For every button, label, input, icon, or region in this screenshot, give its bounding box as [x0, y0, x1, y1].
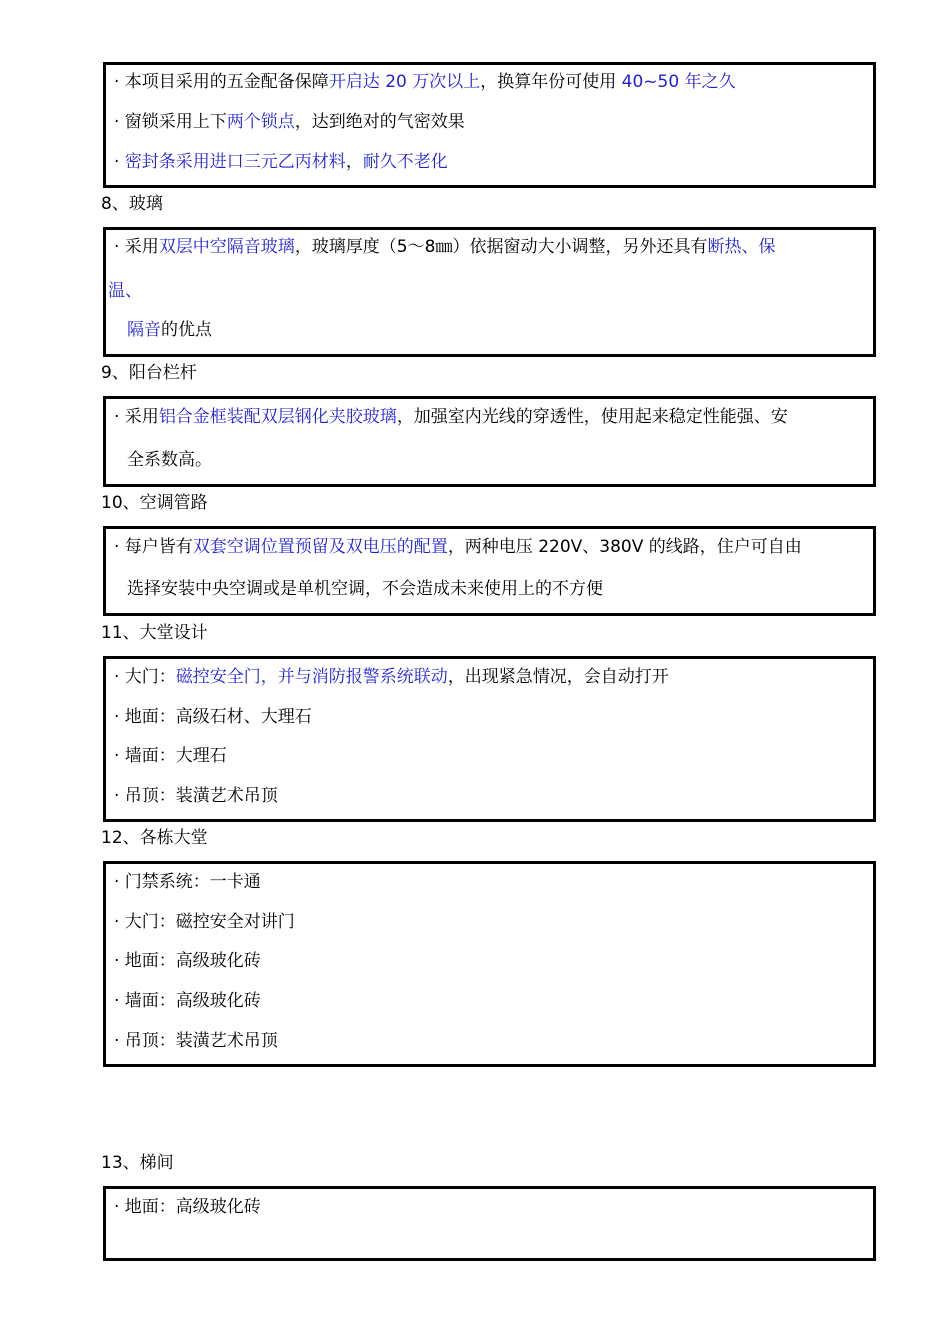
lobby-line-3: · 墙面：大理石: [114, 746, 227, 766]
ac-line-1: · 每户皆有双套空调位置预留及双电压的配置，两种电压 220V、380V 的线路，住户可自由: [114, 537, 802, 557]
lobby-line-1: · 大门：磁控安全门，并与消防报警系统联动，出现紧急情况，会自动打开: [114, 667, 669, 687]
section-heading-glass: 8、玻璃: [101, 194, 163, 214]
lobby-line-4: · 吊顶：装潢艺术吊顶: [114, 786, 278, 806]
glass-line-1: · 采用双层中空隔音玻璃，玻璃厚度（5～8㎜）依据窗动大小调整，另外还具有断热、保: [114, 237, 776, 257]
balcony-line-1: · 采用铝合金框装配双层钢化夹胶玻璃，加强室内光线的穿透性，使用起来稳定性能强、安: [114, 407, 788, 427]
hardware-line-1: · 本项目采用的五金配备保障开启达 20 万次以上，换算年份可使用 40~50 年之久: [114, 72, 736, 92]
building-lobby-line-1: · 门禁系统：一卡通: [114, 872, 261, 892]
balcony-box: [103, 396, 876, 487]
lobby-line-2: · 地面：高级石材、大理石: [114, 707, 312, 727]
section-heading-balcony-railing: 9、阳台栏杆: [101, 363, 197, 383]
hardware-line-2: · 窗锁采用上下两个锁点，达到绝对的气密效果: [114, 112, 465, 132]
building-lobby-line-2: · 大门：磁控安全对讲门: [114, 912, 295, 932]
glass-line-2: 温、: [108, 281, 142, 301]
hardware-box: [103, 62, 876, 188]
building-lobby-line-5: · 吊顶：装潢艺术吊顶: [114, 1031, 278, 1051]
hardware-line-3: · 密封条采用进口三元乙丙材料，耐久不老化: [114, 152, 448, 172]
ac-box: [103, 526, 876, 616]
lobby-box: [103, 656, 876, 822]
section-heading-lobby-design: 11、大堂设计: [101, 623, 208, 643]
ac-line-2: 选择安装中央空调或是单机空调，不会造成未来使用上的不方便: [127, 579, 603, 599]
stairwell-line-1: · 地面：高级玻化砖: [114, 1197, 261, 1217]
section-heading-building-lobbies: 12、各栋大堂: [101, 828, 208, 848]
stairwell-box: [103, 1186, 876, 1261]
balcony-line-2: 全系数高。: [127, 450, 212, 470]
section-heading-stairwell: 13、梯间: [101, 1153, 174, 1173]
section-heading-ac-pipes: 10、空调管路: [101, 493, 208, 513]
building-lobby-box: [103, 861, 876, 1067]
building-lobby-line-4: · 墙面：高级玻化砖: [114, 991, 261, 1011]
glass-box: [103, 227, 876, 357]
glass-line-3: 隔音的优点: [127, 320, 212, 340]
building-lobby-line-3: · 地面：高级玻化砖: [114, 951, 261, 971]
